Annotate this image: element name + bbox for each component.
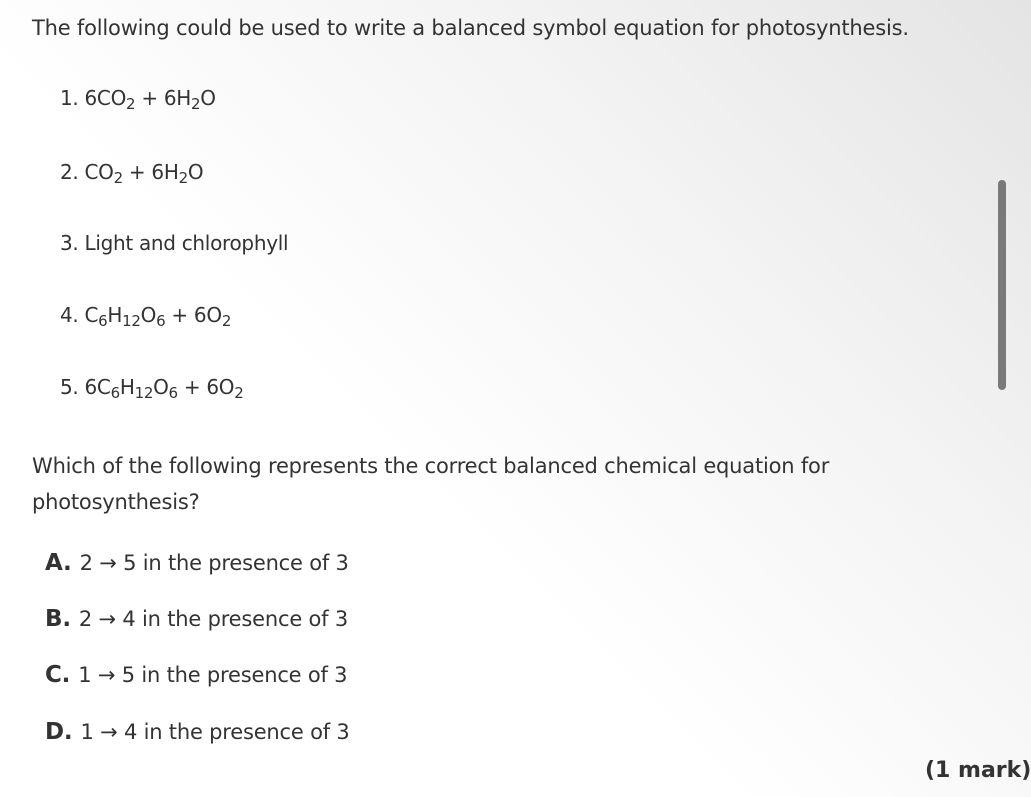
formula-text: 6CO [84,86,127,110]
formula-text: O [200,86,216,110]
intro-text: The following could be used to write a balanced symbol equation for photosynthesis. [32,16,909,40]
subscript: 6 [98,312,108,330]
option-text: 1 → 5 in the presence of 3 [78,663,348,687]
list-item [60,375,244,402]
option-a[interactable] [45,550,349,576]
subscript: 2 [126,95,136,113]
option-c[interactable] [45,662,347,688]
subscript: 2 [113,169,123,187]
option-d[interactable] [45,719,350,745]
subscript: 2 [178,169,188,187]
item-number: 2. [60,160,79,184]
option-letter: D. [45,719,73,745]
list-item [60,303,232,330]
formula-text: + 6O [165,303,222,327]
formula-text: 6C [84,375,111,399]
formula-text: O [153,375,169,399]
item-number: 3. [60,231,79,255]
formula-text: O [187,160,204,184]
item-number: 5. [60,375,79,399]
list-item [60,231,288,255]
formula-text: + 6H [122,160,179,184]
subscript: 6 [156,312,166,330]
formula-text: Light and chlorophyll [84,231,289,255]
list-item [60,86,216,113]
question-text: Which of the following represents the correct balanced chemical equation for photosynthesis? [32,454,830,514]
marks-label: (1 mark) [925,758,1031,783]
subscript: 2 [234,384,244,402]
scrollbar[interactable] [998,180,1006,390]
option-letter: C. [45,662,71,688]
option-letter: B. [45,606,71,632]
subscript: 6 [110,384,120,402]
subscript: 12 [134,384,154,402]
subscript: 6 [168,384,178,402]
option-text: 2 → 5 in the presence of 3 [79,551,349,575]
formula-text: O [140,303,157,327]
subscript: 2 [221,312,232,330]
subscript: 12 [122,312,141,330]
formula-text: H [107,303,123,327]
formula-text: H [119,375,135,399]
formula-text: CO [84,160,114,184]
option-b[interactable] [45,606,348,632]
list-item [60,160,204,187]
formula-text: C [84,303,99,327]
item-number: 4. [60,303,79,327]
option-text: 1 → 4 in the presence of 3 [80,720,350,744]
formula-text: + 6H [135,86,192,110]
option-letter: A. [45,550,72,576]
formula-text: + 6O [177,375,235,399]
subscript: 2 [191,95,201,113]
item-number: 1. [60,86,79,110]
option-text: 2 → 4 in the presence of 3 [78,607,348,631]
